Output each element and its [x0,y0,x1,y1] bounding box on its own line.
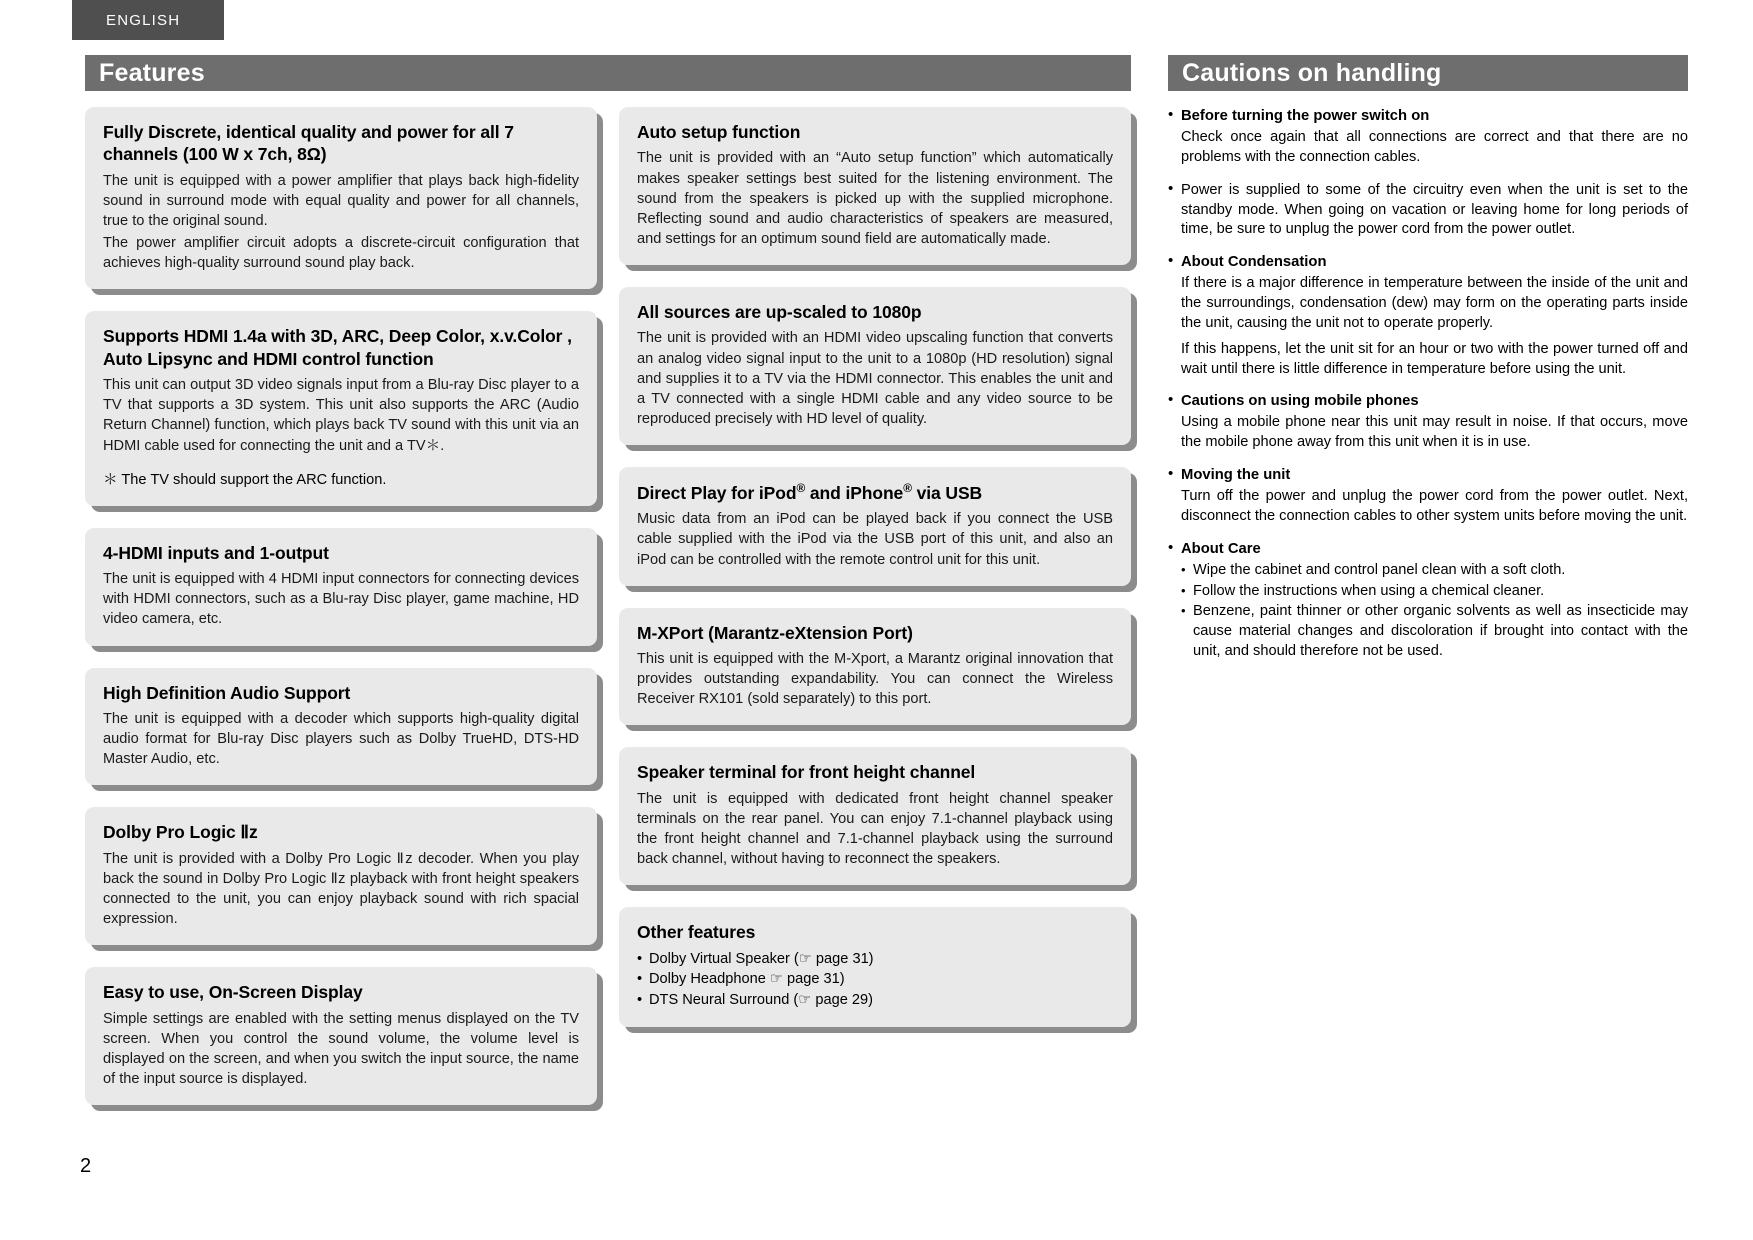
caution-text: Using a mobile phone near this unit may result in noise. If that occurs, move the mobile phone away from this unit when it is in use. [1181,414,1688,451]
feature-text: The unit is equipped with dedicated front height channel speaker terminals on the rear panel. You can enjoy 7.1-channel playback using the front height channel and 7.1-channel playback using the surround back channel, without having to reconnect the speakers. [637,790,1113,868]
feature-text: The unit is equipped with a decoder which supports high-quality digital audio format for Blu-ray Disc players such as Dolby TrueHD, DTS-HD Master Audio, etc. [103,710,579,768]
cautions-column [1168,55,1688,660]
feature-title: 4-HDMI inputs and 1-output [103,542,329,563]
list-item: • Follow the instructions when using a chemical cleaner. [1181,582,1688,602]
feature-title: Direct Play for iPod® and iPhone® via USB [637,481,983,503]
list-item: • Wipe the cabinet and control panel clean with a soft cloth. [1181,561,1688,581]
feature-box [85,107,597,289]
feature-title: Auto setup function [637,122,801,142]
caution-sublist [1181,561,1688,662]
feature-box [85,528,597,646]
feature-footnote: ＊ The TV should support the ARC function. [103,471,387,488]
feature-title: Fully Discrete, identical quality and power for all 7 channels (100 W x 7ch, 8Ω) [103,122,514,165]
language-tab: ENGLISH [72,0,224,40]
other-features-list [637,949,1113,1011]
list-item: • Dolby Headphone ☞ page 31) [637,969,1113,990]
feature-text: Simple settings are enabled with the setting menus displayed on the TV screen. When you control the sound volume, the volume level is displayed on the screen, and when you switch the input source, the name of the input source is displayed. [103,1010,579,1087]
caution-text: If there is a major difference in temperature between the inside of the unit and the surroundings, condensation (dew) may form on the operating parts inside the unit, causing the unit not to operate properly. [1181,275,1688,331]
feature-text: This unit can output 3D video signals input from a Blu-ray Disc player to a TV that supports a 3D system. This unit also supports the ARC (Audio Return Channel) function, which plays back TV sound with this unit via an HDMI cable used for connecting the unit and a TV＊. [103,377,579,454]
feature-text: The unit is equipped with 4 HDMI input connectors for connecting devices with HDMI connectors, such as a Blu-ray Disc player, game machine, HD video camera, etc. [103,571,579,628]
caution-heading: • Before turning the power switch on [1181,108,1430,124]
feature-text: This unit is equipped with the M-Xport, a Marantz original innovation that provides outstanding expandability. You can connect the Wireless Receiver RX101 (sold separately) to this port. [637,651,1113,708]
feature-text: Music data from an iPod can be played back if you connect the USB cable supplied with the iPod via the USB port of this unit, and also an iPod can be controlled with the remote control unit for this unit. [637,511,1113,568]
feature-box [85,807,597,945]
caution-heading: • About Condensation [1181,254,1327,271]
feature-title: High Definition Audio Support [103,682,351,703]
feature-box [85,311,597,505]
caution-item [1168,253,1688,379]
feature-text: The unit is equipped with a power amplifier that plays back high-fidelity sound in surround mode with equal quality and power for all channels, true to the original sound. [103,172,579,230]
feature-box [85,967,597,1105]
list-item: • DTS Neural Surround (☞ page 29) [637,990,1113,1011]
caution-item [1168,181,1688,241]
feature-text: The unit is provided with a Dolby Pro Logic Ⅱz decoder. When you play back the sound in Dolby Pro Logic Ⅱz playback with front height speakers connected to the unit, you can enjoy playback sound with rich spacial expression. [103,850,579,928]
caution-heading: • About Care [1181,540,1261,557]
feature-title: Dolby Pro Logic Ⅱz [103,822,258,843]
caution-item [1168,107,1688,168]
caution-text: Turn off the power and unplug the power cord from the power outlet. Next, disconnect the connection cables to other system units before moving the unit. [1181,488,1688,524]
caution-item [1168,466,1688,527]
caution-text: • Power is supplied to some of the circuitry even when the unit is set to the standby mode. When going on vacation or leaving home for long periods of time, be sure to unplug the power cord from the power outlet. [1181,181,1688,238]
caution-heading: • Moving the unit [1181,467,1291,484]
feature-box [619,107,1131,265]
feature-title: Supports HDMI 1.4a with 3D, ARC, Deep Color, x.v.Color , Auto Lipsync and HDMI control function [103,326,572,369]
feature-text: The unit is provided with an HDMI video upscaling function that converts an analog video signal input to the unit to a 1080p (HD resolution) signal and supplies it to a TV via the HDMI connector. This enables the unit and a TV connected with a single HDMI cable and any video source to be reproduced precisely with HD level of quality. [637,330,1113,427]
features-column [85,55,1151,1087]
caution-item [1168,540,1688,662]
features-heading: Features [85,55,1131,91]
feature-box-other-features [619,907,1131,1027]
caution-item [1168,392,1688,453]
features-subcolumn-right [619,107,1131,1049]
feature-box [619,747,1131,885]
cautions-heading: Cautions on handling [1168,55,1688,91]
caution-text: Check once again that all connections are correct and that there are no problems with the connection cables. [1181,128,1688,165]
feature-title: Easy to use, On-Screen Display [103,982,363,1003]
caution-heading: • Cautions on using mobile phones [1181,393,1419,410]
feature-title: M-XPort (Marantz-eXtension Port) [637,622,913,643]
feature-box [85,668,597,786]
list-item: • Dolby Virtual Speaker (☞ page 31) [637,949,1113,970]
feature-title: Speaker terminal for front height channel [637,762,976,783]
feature-box [619,608,1131,726]
page-number: 2 [80,1155,92,1177]
cautions-list [1168,107,1688,675]
feature-title: Other features [637,922,756,943]
feature-text: The unit is provided with an “Auto setup function” which automatically makes speaker settings best suited for the listening environment. The sound from the speakers is picked up with the supplied microphone. Reflecting sound and audio characteristics of speakers are measured, and settings for an optimum sound field are automatically made. [637,150,1113,247]
features-subcolumn-left [85,107,597,1127]
list-item: • Benzene, paint thinner or other organic solvents as well as insecticide may cause material changes and discoloration if brought into contact with the unit, and should therefore not be used. [1181,602,1688,662]
feature-title: All sources are up-scaled to 1080p [637,302,922,323]
feature-box [619,467,1131,586]
feature-box [619,287,1131,445]
feature-text: The power amplifier circuit adopts a discrete-circuit configuration that achieves high-quality surround sound play back. [103,235,579,272]
caution-text: If this happens, let the unit sit for an hour or two with the power turned off and wait until there is little difference in temperature before using the unit. [1181,340,1688,377]
